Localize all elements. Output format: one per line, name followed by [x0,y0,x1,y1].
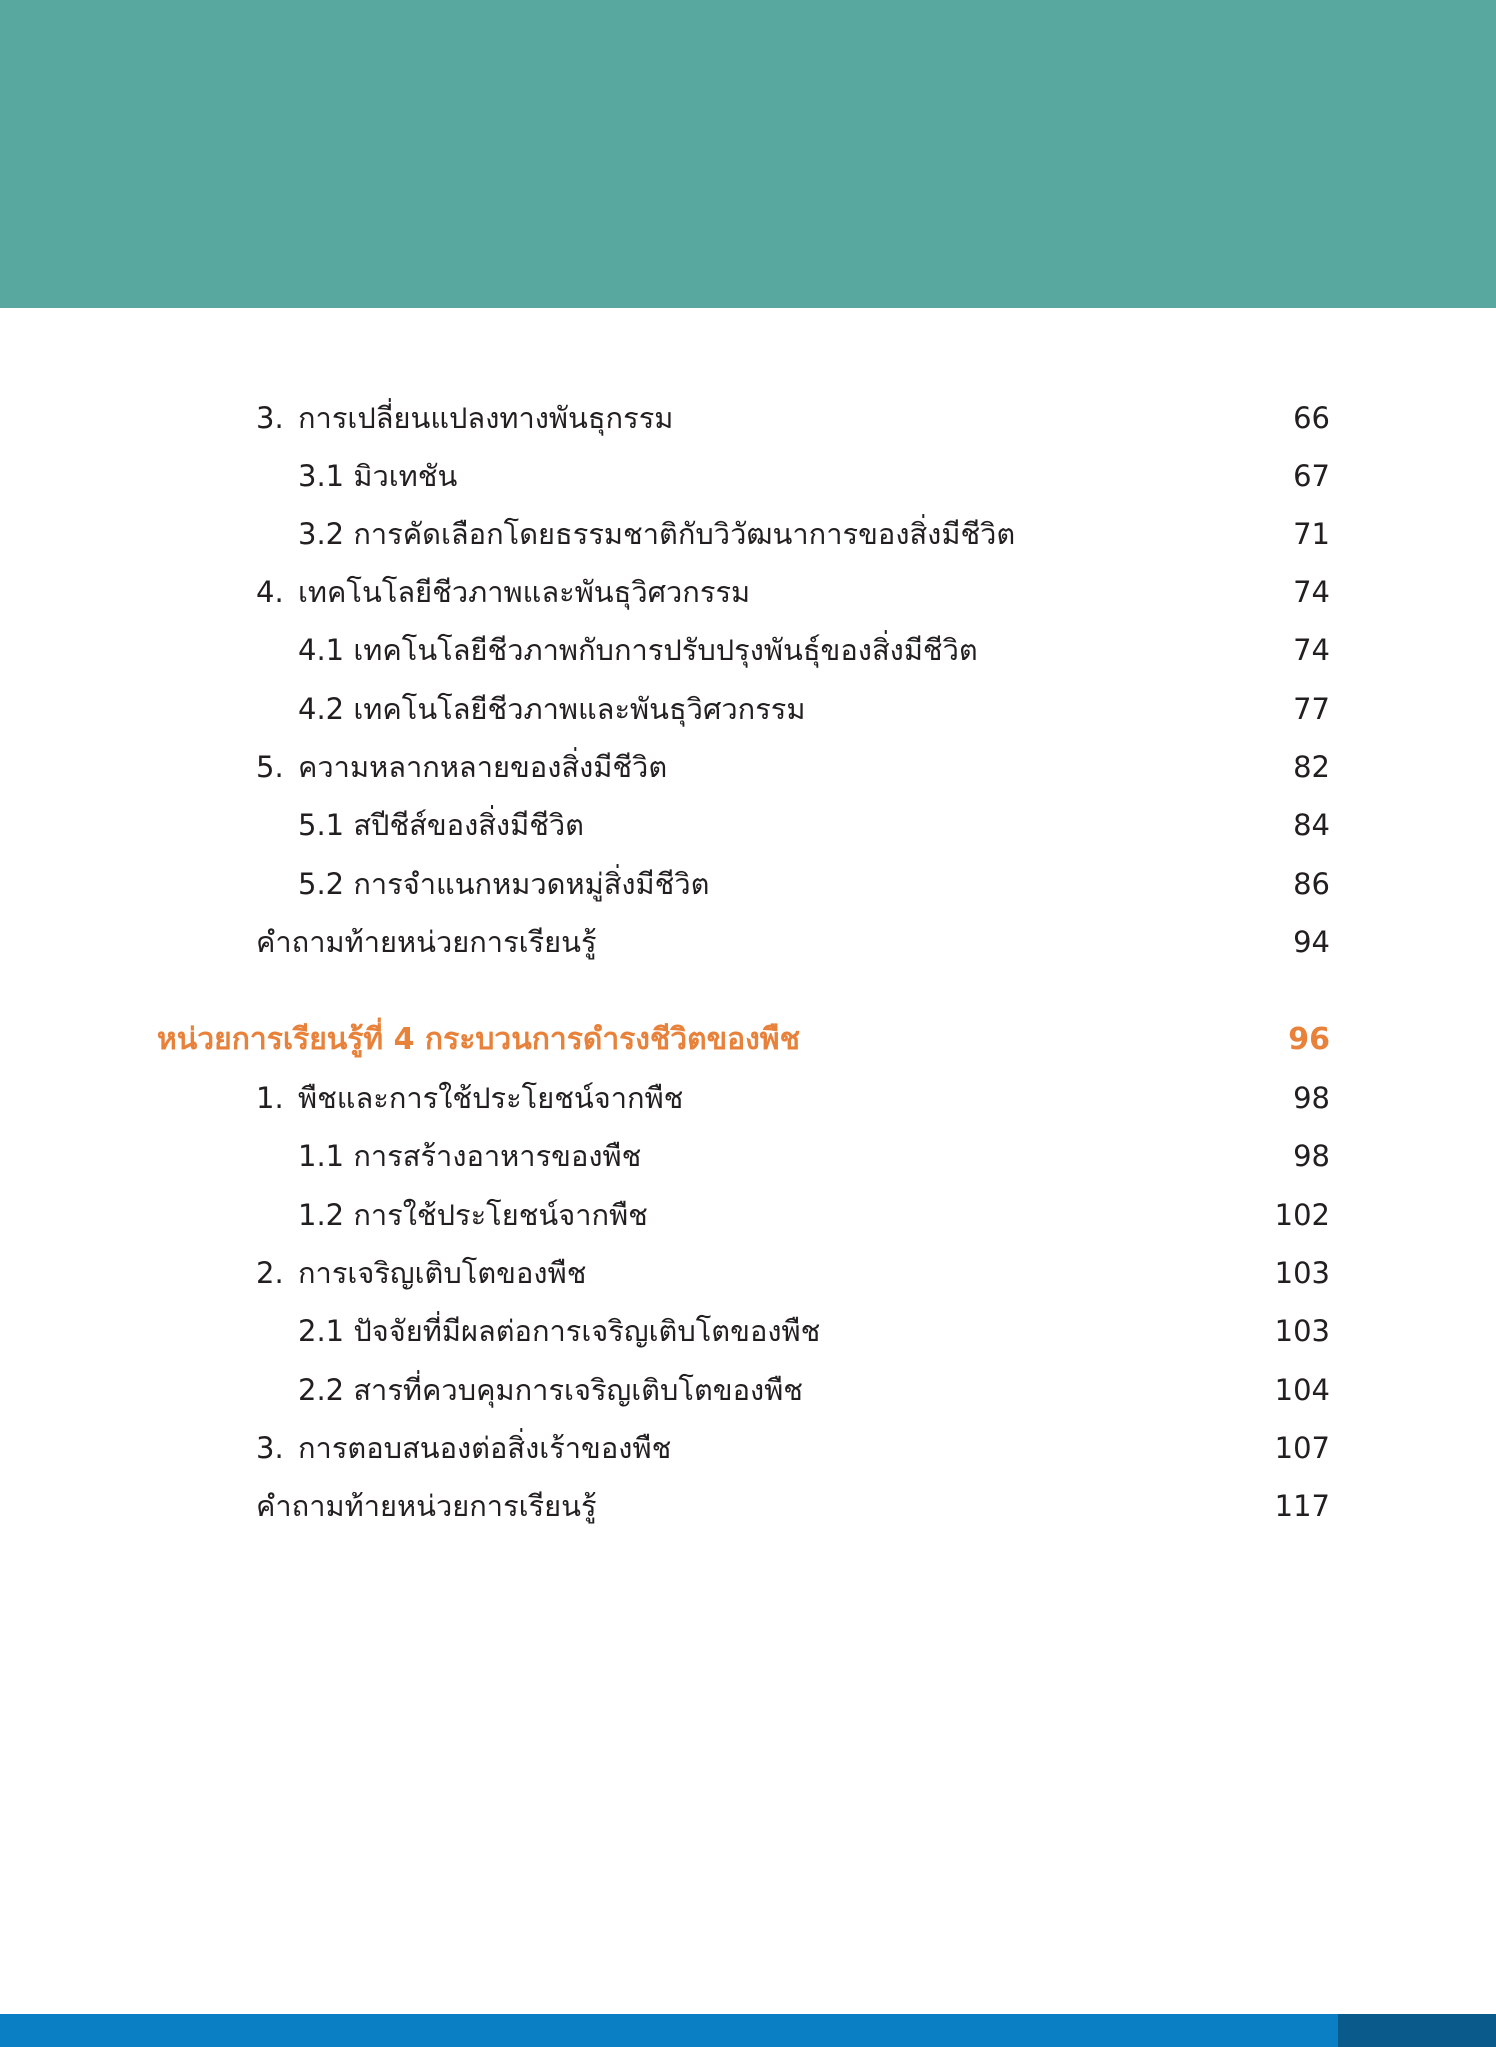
toc-page-number: 94 [1293,925,1330,959]
toc-title: 3.1 มิวเทชัน [298,459,458,493]
toc-number: 3. [256,401,284,435]
toc-title: 1. พืชและการใช้ประโยชน์จากพืช [256,1072,683,1124]
toc-row [0,1422,1496,1474]
toc-row [0,1480,1496,1532]
toc-number: 5. [256,750,284,784]
toc-page-number: 98 [1293,1081,1330,1115]
unit-page-number: 96 [1288,1022,1330,1057]
toc-page-number: 82 [1293,750,1330,784]
toc-page-number: 117 [1274,1489,1330,1523]
toc-title: 5. ความหลากหลายของสิ่งมีชีวิต [256,741,667,793]
toc-page-number: 74 [1293,575,1330,609]
toc-row [0,1364,1496,1416]
toc-row [0,1130,1496,1182]
toc-title: 5.1 สปีชีส์ของสิ่งมีชีวิต [298,808,585,842]
toc-number: 3. [256,1431,284,1465]
toc-page-number: 104 [1274,1373,1330,1407]
toc-row [0,1247,1496,1299]
toc-title: 4.2 เทคโนโลยีชีวภาพและพันธุวิศวกรรม [298,692,806,726]
unit-heading [0,1014,1496,1066]
toc-title: 1.1 การสร้างอาหารของพืช [298,1139,642,1173]
footer-accent-block [1338,2014,1496,2047]
toc-row [0,566,1496,618]
toc-page-number: 77 [1293,692,1330,726]
toc-row [0,799,1496,851]
toc-page-number: 103 [1274,1314,1330,1348]
toc-row [0,392,1496,444]
toc-row [0,1189,1496,1241]
toc-number: 4. [256,575,284,609]
toc-page-number: 74 [1293,633,1330,667]
toc-number: 2. [256,1256,284,1290]
toc-page-number: 107 [1274,1431,1330,1465]
toc-number: 1. [256,1081,284,1115]
toc-title: คำถามท้ายหน่วยการเรียนรู้ [256,1489,597,1523]
toc-page-number: 86 [1293,867,1330,901]
toc-row [0,683,1496,735]
toc-title: คำถามท้ายหน่วยการเรียนรู้ [256,925,597,959]
toc-title: 4. เทคโนโลยีชีวภาพและพันธุวิศวกรรม [256,566,750,618]
toc-row [0,916,1496,968]
toc-title: 4.1 เทคโนโลยีชีวภาพกับการปรับปรุงพันธุ์ของสิ่งมีชีวิต [298,633,978,667]
toc-row [0,508,1496,560]
toc-page-number: 103 [1274,1256,1330,1290]
toc-page-number: 102 [1274,1198,1330,1232]
toc-title: 1.2 การใช้ประโยชน์จากพืช [298,1198,648,1232]
footer-band [0,2014,1496,2047]
unit-title: หน่วยการเรียนรู้ที่ 4 กระบวนการดำรงชีวิตของพืช [157,1022,800,1057]
toc-title: 2. การเจริญเติบโตของพืช [256,1247,586,1299]
toc-row [0,858,1496,910]
toc-row [0,1072,1496,1124]
toc-page-number: 67 [1293,459,1330,493]
toc-page-number: 98 [1293,1139,1330,1173]
toc-title: 5.2 การจำแนกหมวดหมู่สิ่งมีชีวิต [298,867,710,901]
toc-title: 2.1 ปัจจัยที่มีผลต่อการเจริญเติบโตของพืช [298,1314,821,1348]
toc-title: 2.2 สารที่ควบคุมการเจริญเติบโตของพืช [298,1373,803,1407]
toc-row [0,741,1496,793]
toc-title: 3. การตอบสนองต่อสิ่งเร้าของพืช [256,1422,671,1474]
toc-page-number: 84 [1293,808,1330,842]
toc-row [0,1305,1496,1357]
toc-page-number: 71 [1293,517,1330,551]
toc-title: 3. การเปลี่ยนแปลงทางพันธุกรรม [256,392,673,444]
toc-title: 3.2 การคัดเลือกโดยธรรมชาติกับวิวัฒนาการของสิ่งมีชีวิต [298,517,1016,551]
toc-row [0,624,1496,676]
toc-row [0,450,1496,502]
toc-page-number: 66 [1293,401,1330,435]
